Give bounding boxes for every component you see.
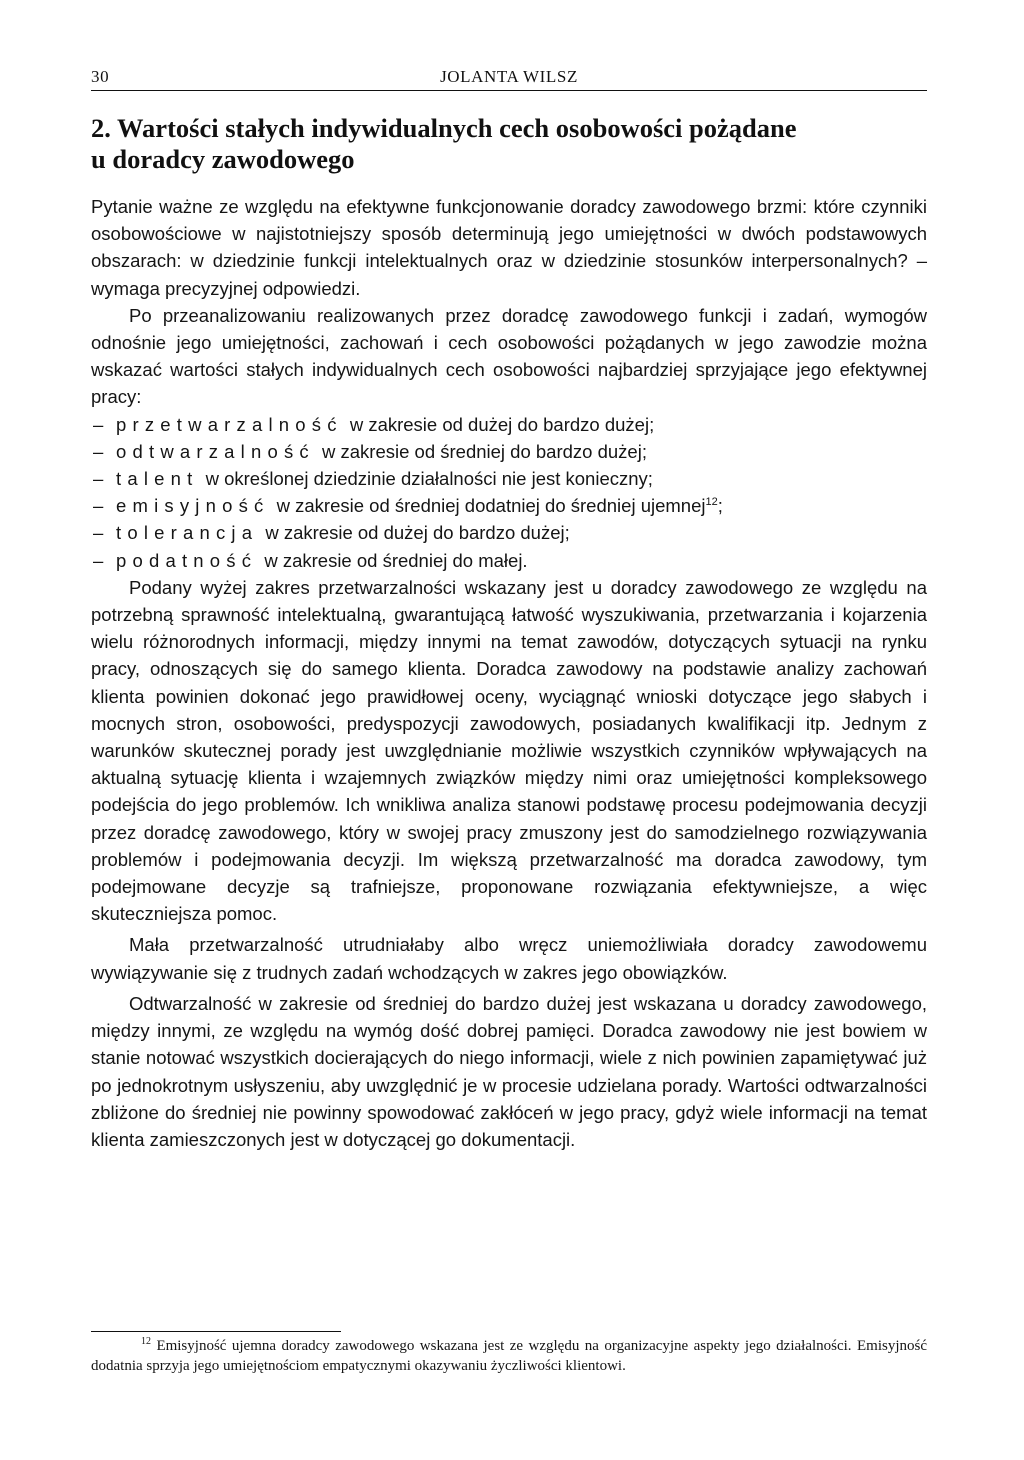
quality-name: emisyjność: [116, 495, 270, 517]
list-dash: –: [93, 468, 104, 490]
running-head: [91, 64, 927, 91]
paragraph-4: Mała przetwarzalność utrudniałaby albo wręcz uniemożliwiała doradcy zawodowemu wywiązywanie się z trudnych zadań wchodzących w zakres jego obowiązków.: [91, 934, 927, 983]
page-number: 30: [91, 67, 110, 86]
list-item: [91, 519, 927, 546]
quality-range: w zakresie od średniej dodatniej do średniej ujemnej: [276, 495, 706, 517]
quality-range: w zakresie od dużej do bardzo dużej;: [349, 413, 655, 435]
quality-range: w zakresie od dużej do bardzo dużej;: [265, 522, 570, 544]
list-dash: –: [93, 495, 104, 517]
list-dash: –: [93, 522, 104, 544]
body-text: [91, 193, 927, 1153]
list-item: [91, 438, 927, 465]
quality-range: w określonej dziedzinie działalności nie jest konieczny;: [205, 468, 653, 490]
quality-name: przetwarzalność: [116, 413, 343, 435]
footnote-text: Emisyjność ujemna doradcy zawodowego wskazana jest ze względu na organizacyjne aspekty jego działalności. Emisyjność dodatnia sprzyja jego umiejętnościom empatycznymi okazywaniu życzliwości klientowi.: [91, 1338, 927, 1374]
list-dash: –: [93, 413, 104, 435]
footnote-reference: 12: [705, 496, 718, 509]
running-title: JOLANTA WILSZ: [440, 67, 578, 86]
quality-name: podatność: [116, 549, 258, 571]
list-dash: –: [93, 440, 104, 462]
section-heading-line-1: 2. Wartości stałych indywidualnych cech osobowości pożądane: [91, 113, 797, 143]
paragraph-3: Podany wyżej zakres przetwarzalności wskazany jest u doradcy zawodowego ze względu na potrzebną sprawność intelektualną, gwarantującą łatwość wyszukiwania, przetwarzania i kojarzenia wielu różnorodnych informacji, między innymi na temat zawodów, dotyczących sytuacji na rynku pracy, odnoszących się do samego klienta. Doradca zawodowy na podstawie analizy zachowań klienta powinien dokonać jego prawidłowej oceny, wyciągnąć wnioski dotyczące jego słabych i mocnych stron, osobowości, predyspozycji zawodowych, posiadanych kwalifikacji itp. Jednym z warunków skutecznej porady jest uwzględnianie możliwie wszystkich czynników wpływających na aktualną sytuację klienta i wzajemnych związków między nimi oraz umiejętności kompleksowego podejścia do jego problemów. Ich wnikliwa analiza stanowi podstawę procesu podejmowania decyzji przez doradcę zawodowego, który w swojej pracy zmuszony jest do samodzielnego rozwiązywania problemów i podejmowania decyzji. Im większą przetwarzalność ma doradca zawodowy, tym podejmowane decyzje są trafniejsze, proponowane rozwiązania efektywniejsze, a więc skuteczniejsza pomoc.: [91, 576, 927, 925]
section-heading: [91, 113, 927, 175]
paragraph-1: Pytanie ważne ze względu na efektywne funkcjonowanie doradcy zawodowego brzmi: które czynniki osobowościowe w najistotniejszy sposób determinują jego umiejętności w dwóch podstawowych obszarach: w dziedzinie funkcji intelektualnych oraz w dziedzinie stosunków interpersonalnych? – wymaga precyzyjnej odpowiedzi.: [91, 196, 927, 299]
paragraph-2: Po przeanalizowaniu realizowanych przez doradcę zawodowego funkcji i zadań, wymogów odnośnie jego umiejętności, zachowań i cech osobowości pożądanych w jego zawodzie można wskazać wartości stałych indywidualnych cech osobowości najbardziej sprzyjające jego efektywnej pracy:: [91, 304, 927, 408]
list-item: [91, 547, 927, 574]
list-item: [91, 465, 927, 492]
quality-name: talent: [116, 468, 199, 490]
list-item-punctuation: ;: [717, 495, 723, 517]
qualities-list: [91, 411, 927, 574]
list-dash: –: [93, 549, 104, 571]
quality-range: w zakresie od średniej do bardzo dużej;: [322, 440, 647, 462]
quality-name: tolerancja: [116, 522, 259, 544]
footnote-marker: 12: [141, 1336, 151, 1347]
section-heading-line-2: u doradcy zawodowego: [91, 144, 355, 174]
quality-name: odtwarzalność: [116, 440, 315, 462]
footnote-divider: [91, 1331, 341, 1332]
footnote: [91, 1337, 927, 1376]
list-item: [91, 492, 927, 519]
quality-range: w zakresie od średniej do małej.: [264, 549, 528, 571]
list-item: [91, 411, 927, 438]
page: [91, 0, 927, 1460]
paragraph-5: Odtwarzalność w zakresie od średniej do bardzo dużej jest wskazana u doradcy zawodowego, między innymi, ze względu na wymóg dość dobrej pamięci. Doradca zawodowy nie jest bowiem w stanie notować wszystkich docierających do niego informacji, wiele z nich powinien zapamiętywać już po jednokrotnym usłyszeniu, aby uwzględnić je w procesie udzielana porady. Wartości odtwarzalności zbliżone do średniej nie powinny spowodować zakłóceń w jego pracy, gdyż wiele informacji na temat klienta zamieszczonych jest w dotyczącej go dokumentacji.: [91, 992, 927, 1150]
